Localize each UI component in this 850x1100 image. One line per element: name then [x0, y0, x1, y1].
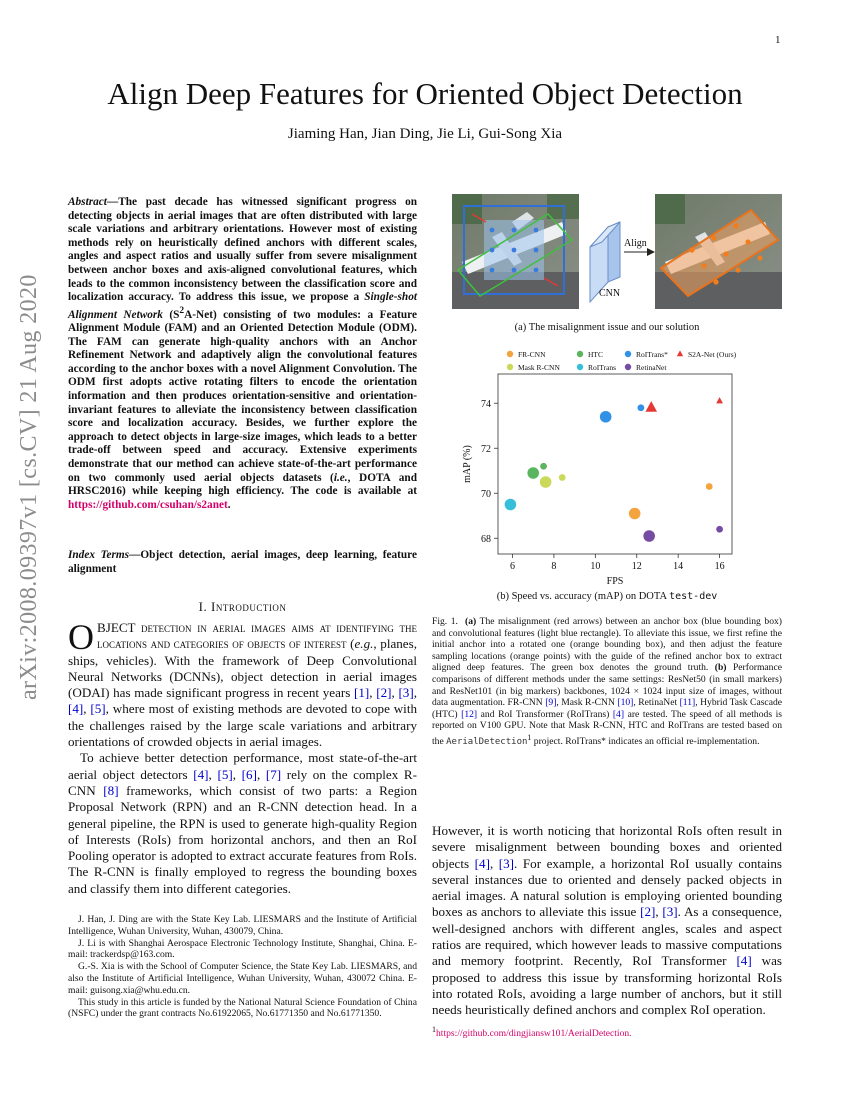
intro-text-2a: To achieve better detection performance, most state-of-the-art aerial object detectors — [68, 750, 417, 782]
intro-text-2b: rely on the complex R-CNN — [68, 766, 418, 798]
data-point — [629, 508, 641, 520]
legend-marker — [577, 351, 583, 357]
method-name: Single-shot Alignment Network — [68, 291, 417, 321]
y-axis-label: mAP (%) — [462, 445, 473, 483]
intro-body — [68, 617, 418, 897]
x-tick-label: 14 — [673, 561, 684, 572]
caption-b-text6: are tested. The speed of all methods is reported on V100 GPU. Note that Mask R-CNN, HTC and RoITrans are tested based on the — [432, 708, 782, 748]
citation[interactable]: [5] — [90, 701, 106, 717]
y-tick-label: 68 — [481, 533, 491, 545]
figure-1-caption: Fig. 1. (a) The misalignment (red arrows) between an anchor box (blue bounding box) and convolutional features (light blue rectangle). To alleviate this issue, we first refine the initial anchor into a rotated one (orange bounding box), and then adjust the feature sampling locations (orange points) with the guide of the refined anchor box to extract aligned deep features. The green box denotes the ground truth. (b) Performance comparisons of different methods under the same settings: ResNet50 (in small markers) and ResNet101 (in big markers) backbones, 1024 × 1024 input size of images, without data augmentation. FR-CNN [9], Mask R-CNN [10], RetinaNet [11], Hybrid Task Cascade (HTC) [12] and RoI Transformer (RoITrans) [4] are tested. The speed of all methods is reported on V100 GPU. Note that Mask R-CNN, HTC and RoITrans are tested based on the AerialDetection$^1$ project. RoITrans* indicates an official re-implementation. — [432, 616, 783, 748]
caption-b-text7: project. RoITrans* indicates an official re-implementation. — [531, 736, 760, 748]
intro-eg: e.g. — [354, 636, 374, 652]
col2-body — [432, 823, 782, 1019]
legend-label: RoITrans — [588, 363, 617, 372]
paper-title: Align Deep Features for Oriented Object Detection — [107, 76, 743, 111]
paper-authors: Jiaming Han, Jian Ding, Jie Li, Gui-Song Xia — [287, 126, 563, 142]
data-point — [716, 526, 723, 533]
abstract-sup: 2 — [179, 305, 185, 316]
col2-footnote — [432, 1024, 782, 1039]
data-point — [643, 530, 655, 542]
footnote: This study in this article is funded by the National Natural Science Foundation of China (NSFC) under the grant contracts No.61922065, No.61771350 and No.61771350. — [68, 996, 417, 1020]
aerial-image-right — [655, 194, 782, 309]
intro-text-2c: frameworks, which consist of two parts: a Region Proposal Network (RPN) and an R-CNN detection head. In a general pipeline, the RPN is used to generate high-quality Region of Interests (RoIs) from horizontal anchors, and then an RoI Pooling operator is adopted to extract accurate features from RoIs. The R-CNN is finally employed to regress the bounding boxes and classify them into different categories. — [68, 782, 418, 896]
citation[interactable]: [11] — [679, 697, 696, 709]
citation[interactable]: [2] — [640, 904, 656, 920]
caption-b-text: Performance comparisons of different methods under the same settings: ResNet50 (in small markers) and ResNet101 (in big markers) backbones, 1024 × 1024 input size of images, without data augmentation. FR-CNN — [432, 662, 782, 709]
code-link[interactable]: https://github.com/csuhan/s2anet — [68, 498, 228, 511]
caption-b-text2: , Mask R-CNN — [556, 697, 618, 709]
abstract-text-2a: (S — [162, 308, 180, 321]
abstract-label: Abstract — [68, 196, 107, 208]
citation[interactable]: [8] — [103, 782, 119, 798]
x-tick-label: 6 — [509, 561, 515, 572]
intro-text-1c: , where most of existing methods are devoted to cope with the challenges raised by the large scale variations and arbitrary orientations of crowded objects in aerial images. — [68, 701, 418, 750]
y-tick-label: 70 — [481, 488, 491, 500]
citation[interactable]: [12] — [461, 708, 478, 720]
col2-paragraph: However, it is worth noticing that horizontal RoIs often result in severe misalignment between bounding boxes and oriented objects [4], [3]. For example, a horizontal RoI usually contains several instances due to oriented and densely packed objects in aerial images. A natural solution is employing oriented bounding boxes as anchors to alleviate this issue [2], [3]. As a consequence, well-designed anchors with different angles, scales and aspect ratios are required, which however leads to massive computations and memory footprint. Recently, RoI Transformer [4] was proposed to address this issue by transforming horizontal RoIs into rotated RoIs, avoiding a large number of anchors, but it still needs heuristically defined anchors and complex RoI operation. — [432, 823, 783, 1018]
legend-marker — [507, 364, 513, 370]
caption-b-text4: , Hybrid Task Cascade (HTC) — [432, 697, 783, 720]
col2-text-d: was proposed to address this issue by transforming horizontal RoIs into rotated RoIs, avoiding a large number of anchors, but it still needs heuristically defined anchors and complex RoI operation. — [432, 953, 782, 1018]
data-point — [540, 476, 552, 488]
aerialdetection-link[interactable]: https://github.com/dingjiansw101/AerialDetection. — [436, 1028, 632, 1040]
intro-paragraph-2: To achieve better detection performance, most state-of-the-art aerial object detectors [4], [5], [6], [7] rely on the complex R-CNN [8] frameworks, which consist of two parts: a Region Proposal Network (RPN) and an R-CNN detection head. In a general pipeline, the RPN is used to generate high-quality Region of Interests (RoIs) from horizontal anchors, and then an RoI Pooling operator is adopted to extract accurate features from RoIs. The R-CNN is finally employed to regress the bounding boxes and classify them into different categories. — [68, 750, 418, 896]
legend-label: RoITrans* — [636, 350, 668, 359]
x-tick-label: 16 — [714, 561, 725, 572]
footnote: J. Li is with Shanghai Aerospace Electronic Technology Institute, Shanghai, China. E-mail: trackerdsp@163.com. — [68, 937, 417, 961]
citation[interactable]: [4] — [736, 953, 752, 969]
x-tick-label: 12 — [631, 561, 642, 572]
data-point — [540, 463, 547, 470]
caption-a-tag: (a) — [465, 616, 477, 627]
citation[interactable]: [9] — [545, 697, 557, 709]
drop-cap: O — [68, 617, 94, 657]
data-point — [637, 404, 644, 411]
align-label: Align — [624, 238, 647, 249]
citation[interactable]: [2] — [376, 685, 392, 701]
figure-1b-caption — [432, 591, 782, 602]
col2-text-a: However, it is worth noticing that horizontal RoIs often result in severe misalignment between bounding boxes and oriented objects — [432, 823, 782, 871]
col2-text-c: . As a consequence, well-designed anchors with different angles, scales and aspect ratios are required, which however leads to massive computations and memory footprint. Recently, RoI Transformer — [432, 904, 782, 969]
author-footnotes — [68, 914, 417, 1020]
index-terms-text: —Object detection, aerial images, deep learning, feature alignment — [68, 549, 418, 575]
cnn-label: CNN — [599, 288, 621, 299]
arxiv-stamp: arXiv:2008.09397v1 [cs.CV] 21 Aug 2020 — [16, 274, 42, 700]
caption-mono: AerialDetection — [446, 737, 528, 748]
abstract-text-1: —The past decade has witnessed significant progress on detecting objects in aerial images that are often distributed with large scale variations and arbitrary orientations. However most of existing methods rely on heuristically defined anchors with different scales, angles and aspect ratios and usually suffer from severe misalignment between anchor boxes and axis-aligned convolutional features, which leads to the common inconsistency between the classification score and localization accuracy. To address this issue, we propose a — [68, 196, 417, 304]
aerial-image-left — [452, 194, 579, 309]
index-terms-label: Index Terms — [68, 549, 130, 561]
legend-label: S2A-Net (Ours) — [688, 350, 737, 359]
abstract-text-2: A-Net) consisting of two modules: a Feature Alignment Module (FAM) and an Oriented Detection Module (ODM). The FAM can generate high-quality anchors with an Anchor Refinement Network and adaptively align the convolutional features according to the anchor boxes with a novel Alignment Convolution. The ODM first adopts active rotating filters to encode the orientation information and then produces orientation-sensitive and orientation-invariant features to alleviate the inconsistency between classification score and localization accuracy. Besides, we further explore the approach to detect objects in large-size images, which leads to a better trade-off between speed and accuracy. Extensive experiments demonstrate that our method can achieve state-of-the-art performance on two commonly used aerial objects datasets ( — [68, 308, 417, 484]
citation[interactable]: [4] — [474, 855, 490, 871]
figure-1a-illustration — [452, 192, 782, 312]
y-tick-label: 74 — [481, 398, 491, 410]
abstract-ie: i.e. — [333, 471, 348, 484]
citation[interactable]: [10] — [617, 697, 634, 709]
citation[interactable]: [6] — [241, 766, 257, 782]
citation[interactable]: [4] — [612, 708, 625, 720]
data-point — [527, 467, 539, 479]
figure-1b-caption-text: (b) Speed vs. accuracy (mAP) on DOTA — [496, 591, 670, 602]
figure-1b-chart — [432, 344, 782, 584]
legend-marker — [677, 350, 683, 356]
citation[interactable]: [3] — [498, 855, 515, 871]
legend-marker — [507, 351, 513, 357]
figure-label: Fig. 1. — [432, 616, 458, 627]
figure-1a-caption: (a) The misalignment issue and our solution — [514, 322, 700, 333]
abstract — [68, 196, 417, 512]
citation[interactable]: [4] — [193, 766, 209, 782]
abstract-text-3: , DOTA and HRSC2016) while keeping high efficiency. The code is available at — [68, 471, 417, 498]
col2-text-b: . For example, a horizontal RoI usually contains several instances due to oriented and densely packed objects in aerial images. A natural solution is employing oriented bounding boxes as anchors to alleviate this issue — [432, 855, 783, 920]
section-heading: I. Introduction — [198, 599, 287, 614]
data-point — [600, 411, 612, 423]
legend-marker — [577, 364, 583, 370]
y-tick-label: 72 — [481, 443, 491, 455]
caption-b-text3: , RetinaNet — [633, 697, 680, 709]
page-number: 1 — [775, 34, 781, 46]
legend-marker — [625, 364, 631, 370]
citation[interactable]: [4] — [68, 701, 84, 717]
x-tick-label: 8 — [551, 561, 557, 572]
citation[interactable]: [3] — [662, 904, 678, 920]
citation[interactable]: [7] — [265, 766, 282, 782]
legend-label: HTC — [588, 350, 603, 359]
caption-a-text: The misalignment (red arrows) between an anchor box (blue bounding box) and convolutional features (light blue rectangle). To alleviate this issue, we first refine the initial anchor into a rotated one (orange bounding box), and then adjust the feature sampling locations (orange points) with the guide of the refined anchor box to extract aligned deep features. The green box denotes the ground truth. — [432, 616, 782, 674]
abstract-end: . — [227, 498, 231, 511]
citation[interactable]: [1] — [354, 685, 370, 701]
legend-label: FR-CNN — [518, 350, 546, 359]
intro-text-1a: BJECT detection in aerial images aims at identifying the locations and categories of objects of interest ( — [97, 620, 417, 652]
intro-text-1b: , planes, ships, vehicles). With the framework of Deep Convolutional Neural Networks (DCNNs), object detection in aerial images (ODAI) has made significant progress in recent years — [68, 636, 417, 701]
index-terms — [68, 549, 417, 576]
legend-label: RetinaNet — [636, 363, 667, 372]
x-axis-label: FPS — [606, 576, 624, 584]
legend-marker — [625, 351, 631, 357]
citation[interactable]: [3] — [398, 685, 414, 701]
footnote-mark: 1 — [432, 1025, 436, 1034]
legend-label: Mask R-CNN — [518, 363, 560, 372]
caption-b-text5: and RoI Transformer (RoITrans) — [477, 708, 613, 720]
data-point — [559, 474, 566, 481]
data-point — [706, 483, 713, 490]
footnote: J. Han, J. Ding are with the State Key Lab. LIESMARS and the Institute of Artificial Intelligence, Wuhan University, Wuhan, 430079, China. — [68, 914, 417, 937]
citation[interactable]: [5] — [217, 766, 233, 782]
plot-area — [498, 374, 732, 554]
footnote: G.-S. Xia is with the School of Computer Science, the State Key Lab. LIESMARS, and also the Institute of Artificial Intelligence, Wuhan University, Wuhan, 430072 China. E-mail: guisong.xia@whu.edu.cn. — [68, 961, 417, 996]
caption-b-tag: (b) — [714, 662, 727, 674]
intro-paragraph-1: OBJECT detection in aerial images aims at identifying the locations and categories of objects of interest (e.g., planes, ships, vehicles). With the framework of Deep Convolutional Neural Networks (DCNNs), object detection in aerial images (ODAI) has made significant progress in recent years [1], [2], [3], [4], [5], where most of existing methods are devoted to cope with the challenges raised by the large scale variations and arbitrary orientations of crowded objects in aerial images. — [68, 617, 418, 750]
figure-1b-caption-mono: test-dev — [669, 591, 718, 602]
x-tick-label: 10 — [590, 561, 601, 572]
data-point — [505, 499, 517, 511]
scatter-chart — [432, 344, 782, 584]
